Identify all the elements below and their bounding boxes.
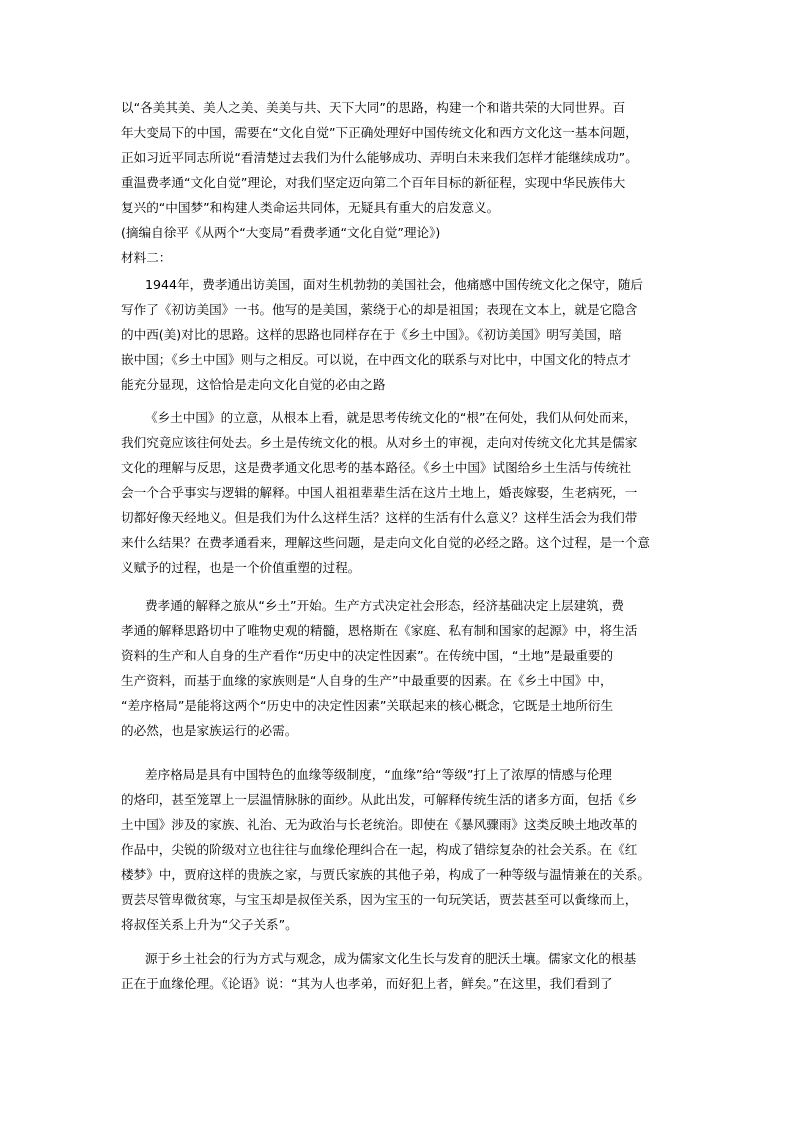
source-citation: (摘编自徐平《从两个“大变局”看费孝通“文化自觉”理论》)	[121, 225, 441, 240]
text-line: 嵌中国；《乡土中国》则与之相反。可以说，在中西文化的联系与对比中，中国文化的特点才	[121, 352, 632, 367]
text-line: 切都好像天经地义。但是我们为什么这样生活？这样的生活有什么意义？这样生活会为我们带	[121, 510, 638, 525]
text-line: 差序格局是具有中国特色的血缘等级制度，“血缘”给“等级”打上了浓厚的情感与伦理	[145, 767, 612, 782]
text-line: 源于乡土社会的行为方式与观念，成为儒家文化生长与发育的肥沃土壤。儒家文化的根基	[145, 951, 637, 966]
text-line: 费孝通的解释之旅从“乡土”开始。生产方式决定社会形态，经济基础决定上层建筑，费	[145, 598, 625, 613]
text-line: 的烙印，甚至笼罩上一层温情脉脉的面纱。从此出发，可解释传统生活的诸多方面，包括《乡	[121, 792, 638, 807]
text-line: 能充分显现，这恰恰是走向文化自觉的必由之路	[121, 377, 386, 392]
text-line: 资料的生产和人自身的生产看作“历史中的决定性因素”。在传统中国，“土地”是最重要的	[121, 648, 614, 663]
text-line: 复兴的“中国梦”和构建人类命运共同体，无疑具有重大的启发意义。	[121, 200, 500, 215]
text-line: 重温费孝通“文化自觉”理论，对我们坚定迈向第二个百年目标的新征程，实现中华民族伟大	[121, 175, 626, 190]
text-line: “差序格局”是能将这两个“历史中的决定性因素”关联起来的核心概念，它既是土地所衍生	[121, 698, 614, 713]
text-line: 以“各美其美、美人之美、美美与共、天下大同”的思路，构建一个和谐共荣的大同世界。百	[121, 100, 626, 115]
text-line: 贾芸尽管卑微贫寒，与宝玉却是叔侄关系，因为宝玉的一句玩笑话，贾芸甚至可以夤缘而上，	[121, 892, 638, 907]
text-line: 楼梦》中，贾府这样的贵族之家，与贾氏家族的其他子弟，构成了一种等级与温情兼在的关系。	[121, 867, 650, 882]
text-line: 的中西(美)对比的思路。这样的思路也同样存在于《乡土中国》。《初访美国》明写美国，暗	[121, 327, 622, 342]
text-line: 会一个合乎事实与逻辑的解释。中国人祖祖辈辈生活在这片土地上，婚丧嫁娶，生老病死，一	[121, 485, 638, 500]
text-line: 文化的理解与反思，这是费孝通文化思考的基本路径。《乡土中国》试图给乡土生活与传统社	[121, 460, 632, 475]
text-line: 正在于血缘伦理。《论语》说：“其为人也孝弟，而好犯上者，鲜矣。”在这里，我们看到了	[121, 976, 613, 991]
text-line: 生产资料，而基于血缘的家族则是“人自身的生产”中最重要的因素。在《乡土中国》中，	[121, 673, 613, 688]
text-line: 将叔侄关系上升为“父子关系”。	[121, 917, 298, 932]
text-line: 写作了《初访美国》一书。他写的是美国，萦绕于心的却是祖国；表现在文本上，就是它隐含	[121, 302, 638, 317]
material-label: 材料二：	[121, 250, 172, 265]
text-line: 1944年，费孝通出访美国，面对生机勃勃的美国社会，他痛感中国传统文化之保守，随后	[145, 277, 644, 292]
text-line: 正如习近平同志所说“看清楚过去我们为什么能够成功、弄明白未来我们怎样才能继续成功”。	[121, 150, 638, 165]
text-line: 土中国》涉及的家族、礼治、无为政治与长老统治。即使在《暴风骤雨》这类反映土地改革的	[121, 817, 638, 832]
text-line: 的必然，也是家族运行的必需。	[121, 723, 298, 738]
text-line: 来什么结果？在费孝通看来，理解这些问题，是走向文化自觉的必经之路。这个过程，是一个意	[121, 535, 650, 550]
text-line: 年大变局下的中国，需要在“文化自觉”下正确处理好中国传统文化和西方文化这一基本问题，	[121, 125, 638, 140]
text-line: 作品中，尖锐的阶级对立也往往与血缘伦理纠合在一起，构成了错综复杂的社会关系。在《红	[121, 842, 638, 857]
text-line: 我们究竟应该往何处去。乡土是传统文化的根。从对乡土的审视，走向对传统文化尤其是儒家	[121, 435, 638, 450]
text-line: 孝通的解释思路切中了唯物史观的精髓，恩格斯在《家庭、私有制和国家的起源》中，将生活	[121, 623, 638, 638]
text-line: 《乡土中国》的立意，从根本上看，就是思考传统文化的“根”在何处，我们从何处而来，	[145, 410, 637, 425]
text-line: 义赋予的过程，也是一个价值重塑的过程。	[121, 560, 361, 575]
